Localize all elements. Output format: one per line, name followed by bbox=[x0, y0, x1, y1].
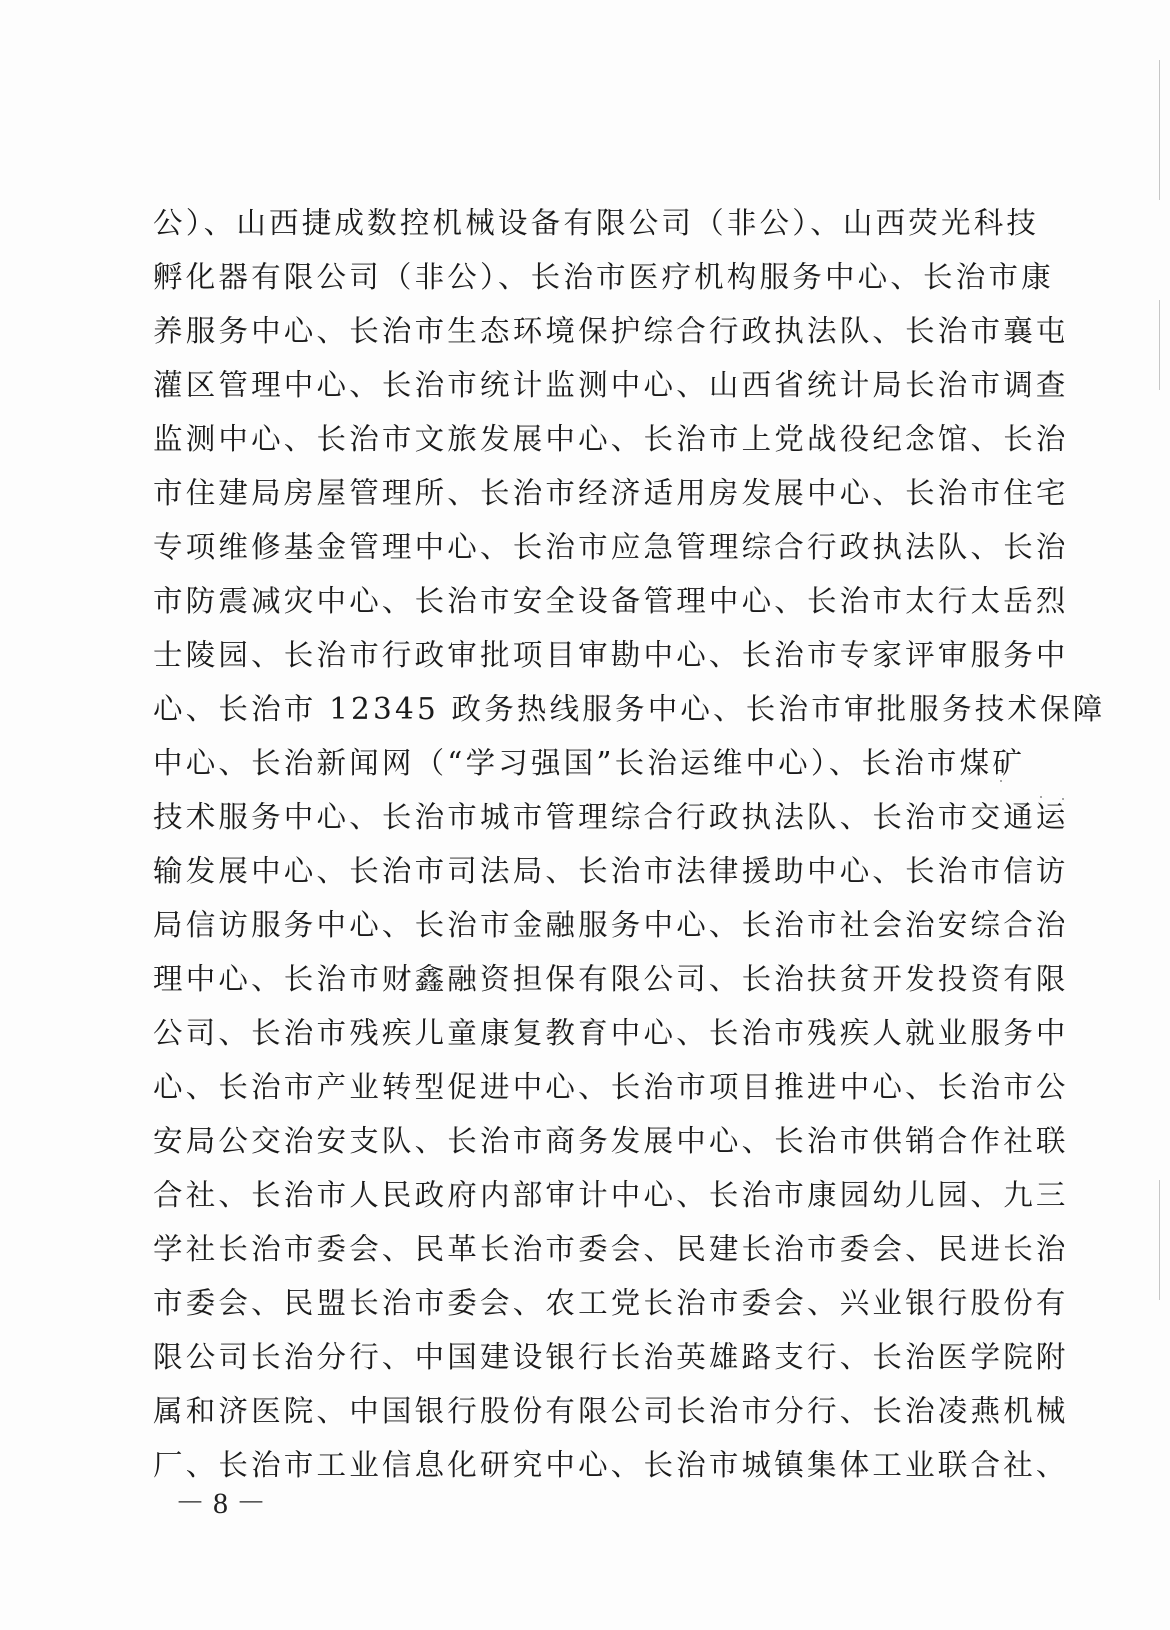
text-line: 局信访服务中心、长治市金融服务中心、长治市社会治安综合治 bbox=[153, 908, 1069, 942]
text-line: 市住建局房屋管理所、长治市经济适用房发展中心、长治市住宅 bbox=[153, 476, 1069, 510]
text-line: 限公司长治分行、中国建设银行长治英雄路支行、长治医学院附 bbox=[153, 1340, 1069, 1374]
text-line: 养服务中心、长治市生态环境保护综合行政执法队、长治市襄屯 bbox=[153, 314, 1069, 348]
text-line: 公司、长治市残疾儿童康复教育中心、长治市残疾人就业服务中 bbox=[153, 1016, 1069, 1050]
text-line: 专项维修基金管理中心、长治市应急管理综合行政执法队、长治 bbox=[153, 530, 1069, 564]
text-line: 合社、长治市人民政府内部审计中心、长治市康园幼儿园、九三 bbox=[153, 1178, 1069, 1212]
scan-speck bbox=[1040, 796, 1042, 798]
text-line: 心、长治市产业转型促进中心、长治市项目推进中心、长治市公 bbox=[153, 1070, 1069, 1104]
text-line: 学社长治市委会、民革长治市委会、民建长治市委会、民进长治 bbox=[153, 1232, 1069, 1266]
scan-edge-mark bbox=[1159, 60, 1160, 200]
text-line: 公）、山西捷成数控机械设备有限公司（非公）、山西荧光科技 bbox=[153, 206, 1040, 240]
text-line: 监测中心、长治市文旅发展中心、长治市上党战役纪念馆、长治 bbox=[153, 422, 1069, 456]
text-line: 灌区管理中心、长治市统计监测中心、山西省统计局长治市调查 bbox=[153, 368, 1069, 402]
scan-edge-mark bbox=[1159, 1180, 1160, 1300]
text-line: 中心、长治新闻网（“学习强国”长治运维中心）、长治市煤矿 bbox=[153, 746, 1026, 780]
document-body bbox=[153, 196, 1106, 1492]
text-line: 厂、长治市工业信息化研究中心、长治市城镇集体工业联合社、 bbox=[153, 1448, 1069, 1482]
text-line: 技术服务中心、长治市城市管理综合行政执法队、长治市交通运 bbox=[153, 800, 1069, 834]
text-line: 士陵园、长治市行政审批项目审勘中心、长治市专家评审服务中 bbox=[153, 638, 1069, 672]
scan-speck bbox=[1062, 798, 1064, 800]
text-line: 安局公交治安支队、长治市商务发展中心、长治市供销合作社联 bbox=[153, 1124, 1069, 1158]
text-line: 心、长治市 12345 政务热线服务中心、长治市审批服务技术保障 bbox=[153, 692, 1106, 726]
scan-edge-mark bbox=[1159, 300, 1160, 390]
text-line: 市委会、民盟长治市委会、农工党长治市委会、兴业银行股份有 bbox=[153, 1286, 1069, 1320]
text-line: 孵化器有限公司（非公）、长治市医疗机构服务中心、长治市康 bbox=[153, 260, 1054, 294]
scan-speck bbox=[1000, 780, 1002, 782]
text-line: 属和济医院、中国银行股份有限公司长治市分行、长治凌燕机械 bbox=[153, 1394, 1069, 1428]
page-number: －8－ bbox=[175, 1487, 274, 1520]
text-line: 市防震减灾中心、长治市安全设备管理中心、长治市太行太岳烈 bbox=[153, 584, 1069, 618]
text-line: 输发展中心、长治市司法局、长治市法律援助中心、长治市信访 bbox=[153, 854, 1069, 888]
text-line: 理中心、长治市财鑫融资担保有限公司、长治扶贫开发投资有限 bbox=[153, 962, 1069, 996]
